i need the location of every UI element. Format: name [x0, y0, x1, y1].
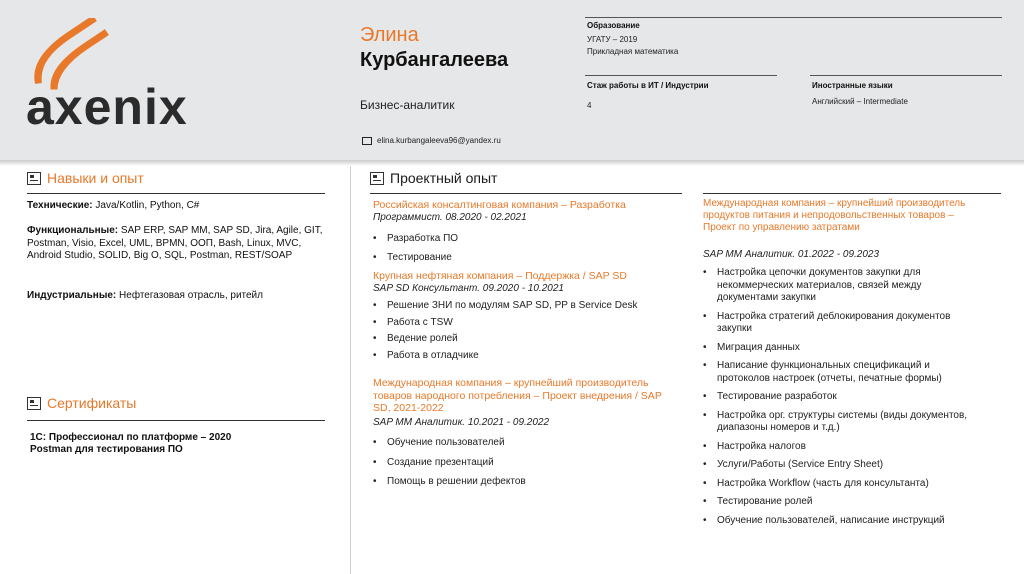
- bullet-item: • Тестирование ролей: [703, 496, 973, 509]
- bullet-item: • Помощь в решении дефектов: [373, 476, 673, 489]
- education-line-1: УГАТУ – 2019: [587, 35, 638, 44]
- bullet-item: • Настройка Workflow (часть для консультанта): [703, 478, 973, 491]
- job-subtitle: Программист. 08.2020 - 02.2021: [373, 212, 527, 223]
- bullet-item: • Услуги/Работы (Service Entry Sheet): [703, 459, 973, 472]
- email-row: [362, 136, 501, 145]
- bullet-item: • Обучение пользователей, написание инструкций: [703, 515, 973, 528]
- experience-value: 4: [587, 101, 592, 110]
- last-name: Курбангалеева: [360, 49, 509, 71]
- job-bullets: [373, 437, 673, 489]
- job-subtitle: SAP SD Консультант. 09.2020 - 10.2021: [373, 283, 564, 294]
- job-title: Международная компания – крупнейший производитель продуктов питания и непродовольственных товаров – Проект по управлению затратами: [703, 198, 966, 233]
- languages-value: Английский – Intermediate: [812, 97, 908, 106]
- document-icon: [27, 397, 41, 410]
- bullet-item: • Тестирование разработок: [703, 391, 973, 404]
- bullet-item: • Ведение ролей: [373, 333, 673, 346]
- bullet-item: • Настройка налогов: [703, 441, 973, 454]
- bullet-item: • Настройка цепочки документов закупки для некоммерческих материалов, связей между документами закупки: [703, 267, 973, 305]
- job-bullets: [373, 300, 673, 362]
- projects-heading: [370, 170, 497, 186]
- bullet-item: • Разработка ПО: [373, 233, 673, 246]
- bullet-item: • Настройка стратегий деблокирования документов закупки: [703, 311, 973, 336]
- education-line-2: Прикладная математика: [587, 47, 679, 56]
- bullet-item: • Обучение пользователей: [373, 437, 673, 450]
- cert-item: 1С: Профессионал по платформе – 2020: [30, 432, 232, 443]
- certs-rule: [27, 420, 325, 421]
- document-icon: [27, 172, 41, 185]
- skill-functional: [27, 225, 327, 263]
- projects-rule-right: [703, 193, 1001, 194]
- skills-rule: [27, 193, 325, 194]
- skill-text: SAP ERP, SAP MM, SAP SD, Jira, Agile, GIT, Postman, Visio, Excel, UML, BPMN, ООП, Bash, Linux, MVC, Android Studio, SOLID, Big O, SQL, Postman, REST/SOAP: [27, 225, 323, 261]
- skill-text: Нефтегазовая отрасль, ритейл: [119, 290, 263, 301]
- education-rule: [585, 17, 1002, 18]
- job-title: Крупная нефтяная компания – Поддержка / SAP SD: [373, 270, 627, 282]
- skill-text: Java/Kotlin, Python, C#: [95, 200, 200, 211]
- first-name: Элина: [360, 24, 419, 46]
- languages-label: Иностранные языки: [812, 81, 893, 90]
- bullet-item: • Работа с TSW: [373, 317, 673, 330]
- projects-title: Проектный опыт: [390, 170, 498, 186]
- job-subtitle: SAP MM Аналитик. 10.2021 - 09.2022: [373, 417, 550, 428]
- job-subtitle: SAP MM Аналитик. 01.2022 - 09.2023: [703, 249, 880, 260]
- job-bullets: [373, 233, 673, 264]
- certs-heading: [27, 395, 136, 411]
- bullet-item: • Создание презентаций: [373, 457, 673, 470]
- document-icon: [370, 172, 384, 185]
- email-address[interactable]: elina.kurbangaleeva96@yandex.ru: [377, 136, 501, 145]
- languages-rule: [810, 75, 1002, 76]
- skills-heading: [27, 170, 144, 186]
- logo-wordmark-text: axenix: [26, 79, 188, 135]
- bullet-item: • Решение ЗНИ по модулям SAP SD, PP в Service Desk: [373, 300, 673, 313]
- bullet-item: • Написание функциональных спецификаций и протоколов настроек (отчеты, печатные формы): [703, 360, 973, 385]
- job-title: Международная компания – крупнейший производитель товаров народного потребления – Проект внедрения / SAP SD, 2021-2022: [373, 377, 662, 414]
- experience-rule: [585, 75, 777, 76]
- header-shadow: [0, 160, 1024, 166]
- bullet-item: • Миграция данных: [703, 342, 973, 355]
- email-icon: [362, 137, 372, 145]
- skill-technical: [27, 200, 327, 213]
- education-label: Образование: [587, 21, 640, 30]
- skill-label: Функциональные:: [27, 225, 119, 236]
- skill-label: Индустриальные:: [27, 290, 117, 301]
- job-title: Российская консалтинговая компания – Разработка: [373, 199, 626, 211]
- skills-title: Навыки и опыт: [47, 170, 144, 186]
- skill-industrial: [27, 290, 327, 303]
- experience-label: Стаж работы в ИТ / Индустрии: [587, 81, 709, 90]
- logo-wordmark: [26, 78, 188, 136]
- skill-label: Технические:: [27, 200, 93, 211]
- projects-rule-left: [370, 193, 682, 194]
- bullet-item: • Работа в отладчике: [373, 350, 673, 363]
- certs-title: Сертификаты: [47, 395, 137, 411]
- bullet-item: • Тестирование: [373, 252, 673, 265]
- bullet-item: • Настройка орг. структуры системы (виды документов, диапазоны номеров и т.д.): [703, 410, 973, 435]
- job-role: Бизнес-аналитик: [360, 98, 455, 112]
- job-bullets: [703, 267, 973, 527]
- column-divider: [350, 166, 351, 574]
- cert-item: Postman для тестирования ПО: [30, 444, 183, 455]
